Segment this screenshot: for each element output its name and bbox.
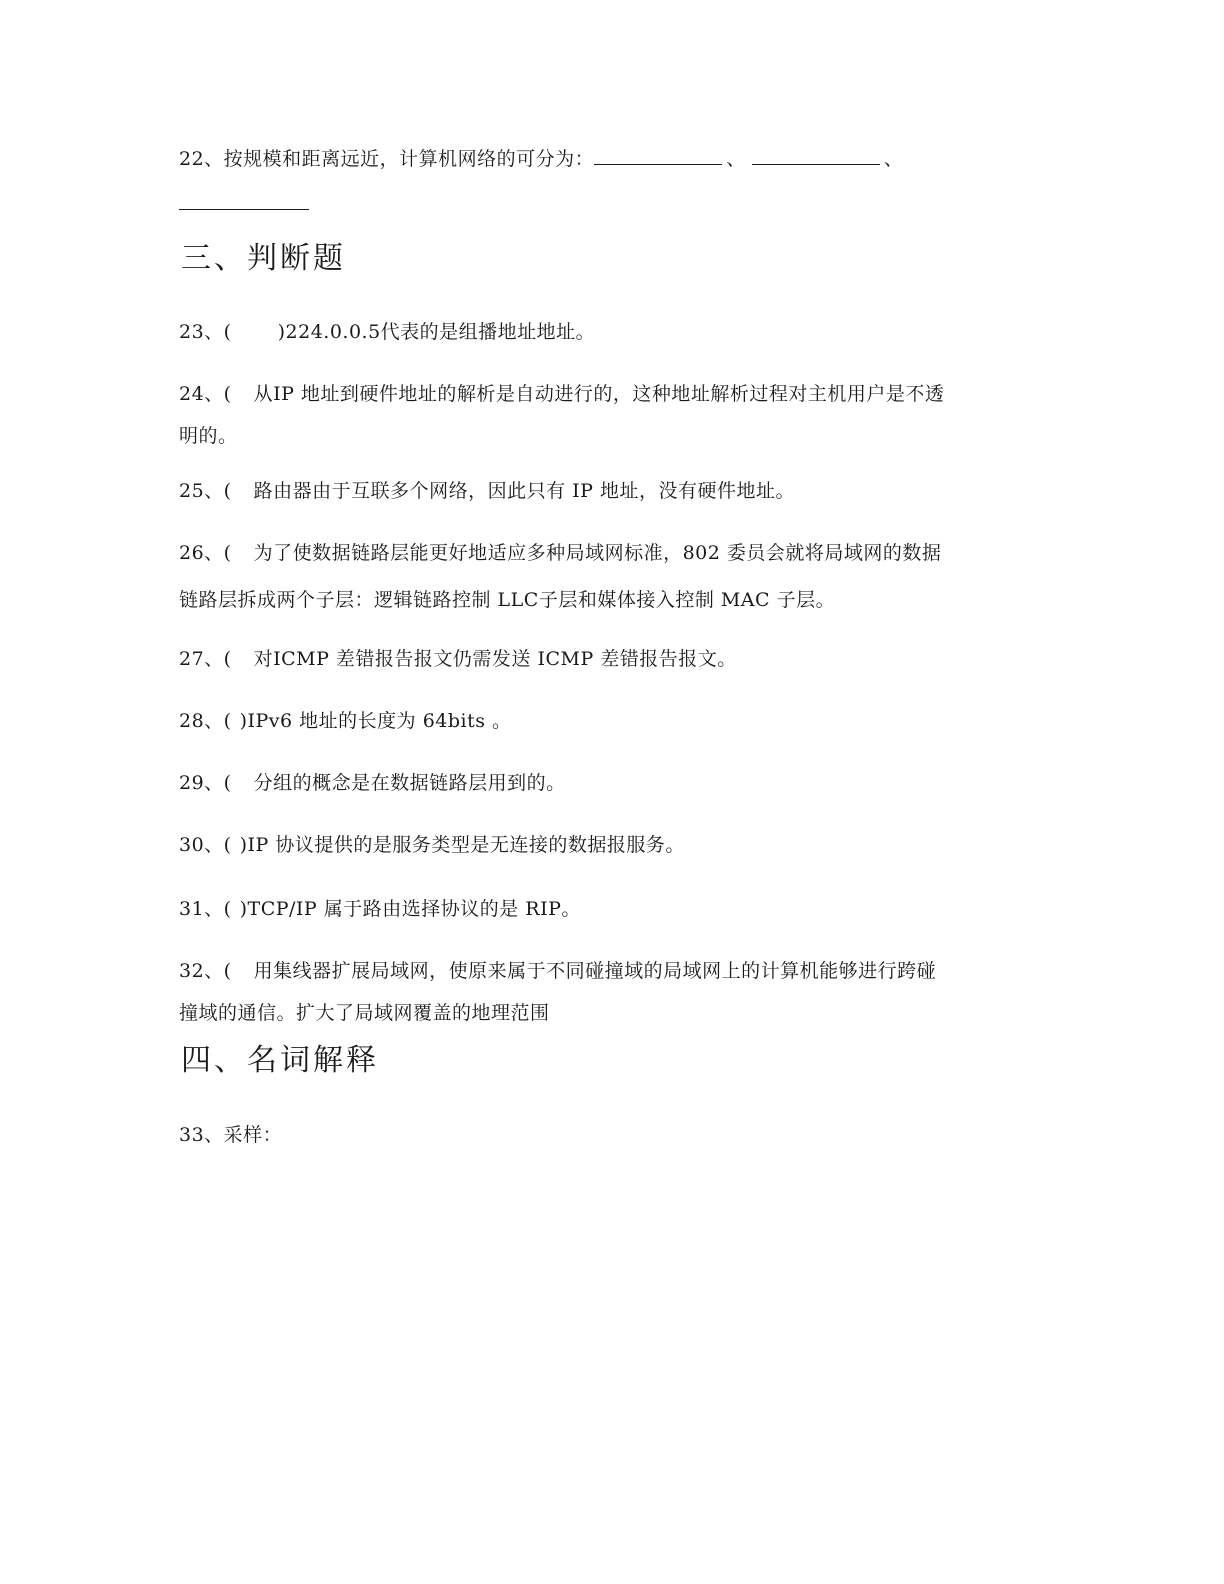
question-text: 224.0.0.5代表的是组播地址地址。: [285, 321, 596, 343]
question-22-text: 22、按规模和距离远近，计算机网络的可分为：: [179, 148, 595, 170]
section-heading-terms: 四、名词解释: [181, 1043, 379, 1078]
question-text: 从IP 地址到硬件地址的解析是自动进行的，这种地址解析过程对主机用户是不透: [253, 383, 945, 405]
question-33: 33、采样：: [179, 1124, 283, 1146]
close-paren: ): [239, 834, 248, 856]
question-23: [179, 320, 595, 344]
question-30: [179, 833, 685, 857]
question-22: [179, 147, 903, 171]
question-number: 25、(: [179, 480, 232, 502]
question-number: 28、(: [179, 710, 232, 732]
question-text: TCP/IP 属于路由选择协议的是 RIP。: [247, 898, 581, 920]
blank-separator-1: 、: [726, 148, 746, 170]
answer-blank-1: [594, 148, 722, 165]
answer-blank-3: [179, 209, 309, 210]
question-number: 32、(: [179, 960, 232, 982]
question-number: 30、(: [179, 834, 232, 856]
question-number: 29、(: [179, 772, 232, 794]
question-24-continued: 明的。: [179, 425, 238, 447]
section-heading-judgment: 三、判断题: [181, 241, 346, 276]
question-number: 31、(: [179, 898, 232, 920]
question-text: 对ICMP 差错报告报文仍需发送 ICMP 差错报告报文。: [253, 648, 737, 670]
close-paren: ): [277, 321, 286, 343]
question-29: [179, 771, 566, 795]
question-text: IP 协议提供的是服务类型是无连接的数据报服务。: [247, 834, 685, 856]
question-31: [179, 897, 581, 921]
question-text: 用集线器扩展局域网，使原来属于不同碰撞域的局域网上的计算机能够进行跨碰: [253, 960, 937, 982]
question-27: [179, 647, 737, 671]
question-26: [179, 541, 941, 565]
question-24: [179, 382, 944, 406]
blank-separator-2: 、: [883, 148, 904, 170]
question-number: 24、(: [179, 383, 232, 405]
close-paren: ): [239, 898, 248, 920]
question-text: 为了使数据链路层能更好地适应多种局域网标准，802 委员会就将局域网的数据: [253, 542, 942, 564]
question-32-continued: 撞域的通信。扩大了局域网覆盖的地理范围: [179, 1002, 550, 1024]
question-number: 27、(: [179, 648, 232, 670]
question-28: [179, 709, 512, 733]
question-number: 26、(: [179, 542, 232, 564]
close-paren: ): [239, 710, 248, 732]
question-text: 路由器由于互联多个网络，因此只有 IP 地址，没有硬件地址。: [253, 480, 795, 502]
question-26-continued: 链路层拆成两个子层：逻辑链路控制 LLC子层和媒体接入控制 MAC 子层。: [179, 589, 836, 611]
question-number: 23、(: [179, 321, 232, 343]
question-25: [179, 479, 795, 503]
question-text: IPv6 地址的长度为 64bits 。: [247, 710, 512, 732]
question-text: 分组的概念是在数据链路层用到的。: [253, 772, 566, 794]
question-32: [179, 959, 936, 983]
answer-blank-2: [752, 148, 880, 165]
